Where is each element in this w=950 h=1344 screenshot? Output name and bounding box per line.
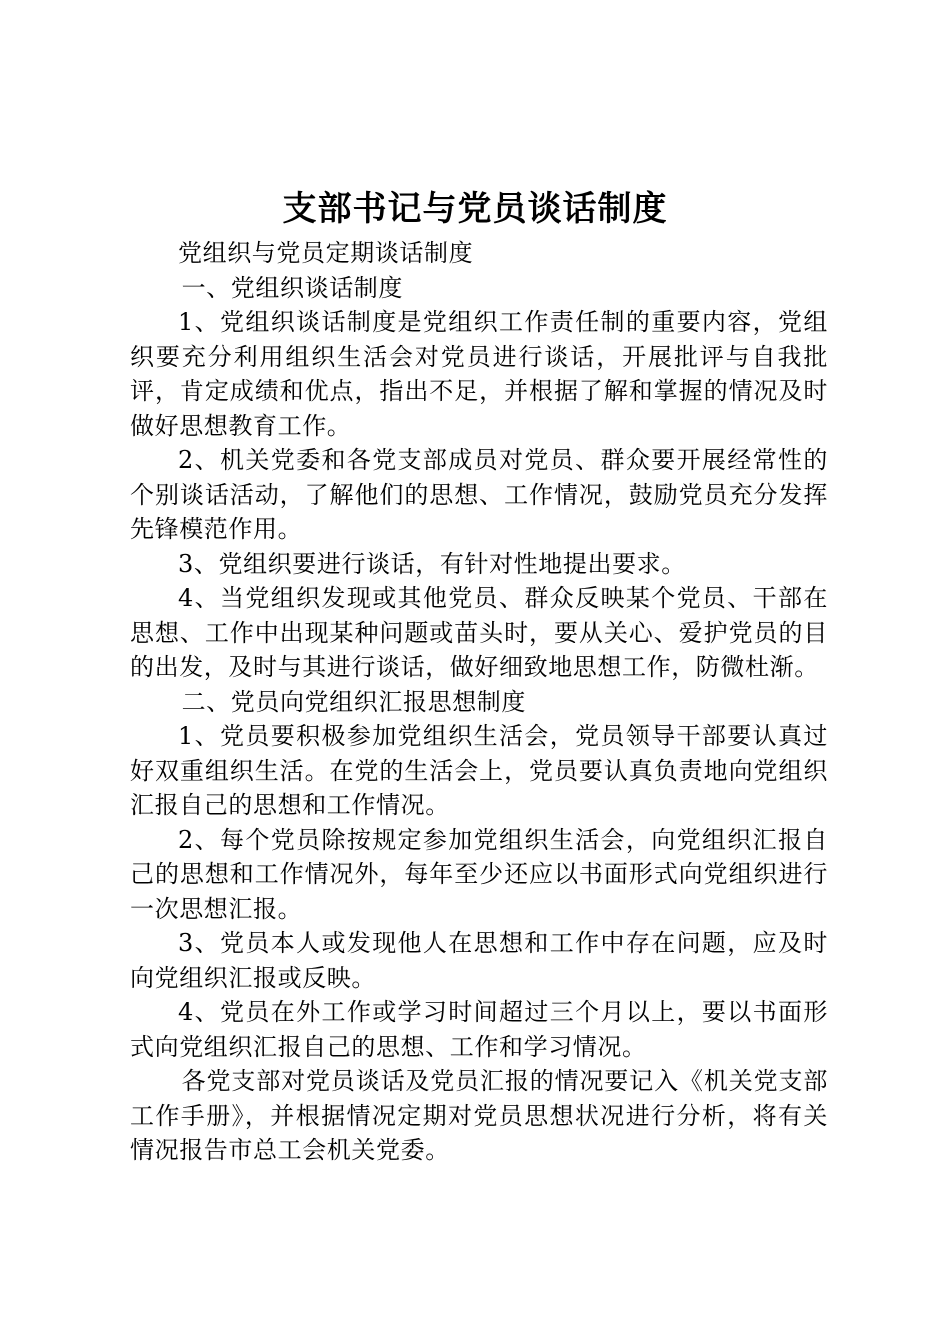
body-paragraph: 3、党员本人或发现他人在思想和工作中存在问题，应及时向党组织汇报或反映。 [130, 929, 828, 992]
body-paragraph: 1、党组织谈话制度是党组织工作责任制的重要内容，党组织要充分利用组织生活会对党员进行谈话，开展批评与自我批评，肯定成绩和优点，指出不足，并根据了解和掌握的情况及时做好思想教育工作。 [130, 308, 828, 440]
body-paragraph: 4、当党组织发现或其他党员、群众反映某个党员、干部在思想、工作中出现某种问题或苗头时，要从关心、爱护党员的目的出发，及时与其进行谈话，做好细致地思想工作，防微杜渐。 [130, 584, 828, 681]
body-paragraph: 2、每个党员除按规定参加党组织生活会，向党组织汇报自己的思想和工作情况外，每年至少还应以书面形式向党组织进行一次思想汇报。 [130, 825, 828, 923]
body-paragraph: 1、党员要积极参加党组织生活会，党员领导干部要认真过好双重组织生活。在党的生活会上，党员要认真负责地向党组织汇报自己的思想和工作情况。 [130, 722, 828, 819]
body-paragraph: 4、党员在外工作或学习时间超过三个月以上，要以书面形式向党组织汇报自己的思想、工作和学习情况。 [130, 998, 828, 1061]
document-body [130, 236, 828, 1168]
closing-paragraph: 各党支部对党员谈话及党员汇报的情况要记入《机关党支部工作手册》，并根据情况定期对党员思想状况进行分析，将有关情况报告市总工会机关党委。 [130, 1067, 828, 1164]
subtitle-paragraph: 党组织与党员定期谈话制度 [178, 239, 474, 267]
section-heading-1: 一、党组织谈话制度 [181, 273, 403, 302]
section-heading-2: 二、党员向党组织汇报思想制度 [181, 687, 526, 716]
body-paragraph: 3、党组织要进行谈话，有针对性地提出要求。 [178, 549, 686, 578]
document-title: 支部书记与党员谈话制度 [282, 189, 668, 229]
body-paragraph: 2、机关党委和各党支部成员对党员、群众要开展经常性的个别谈话活动，了解他们的思想、工作情况，鼓励党员充分发挥先锋模范作用。 [130, 446, 828, 543]
